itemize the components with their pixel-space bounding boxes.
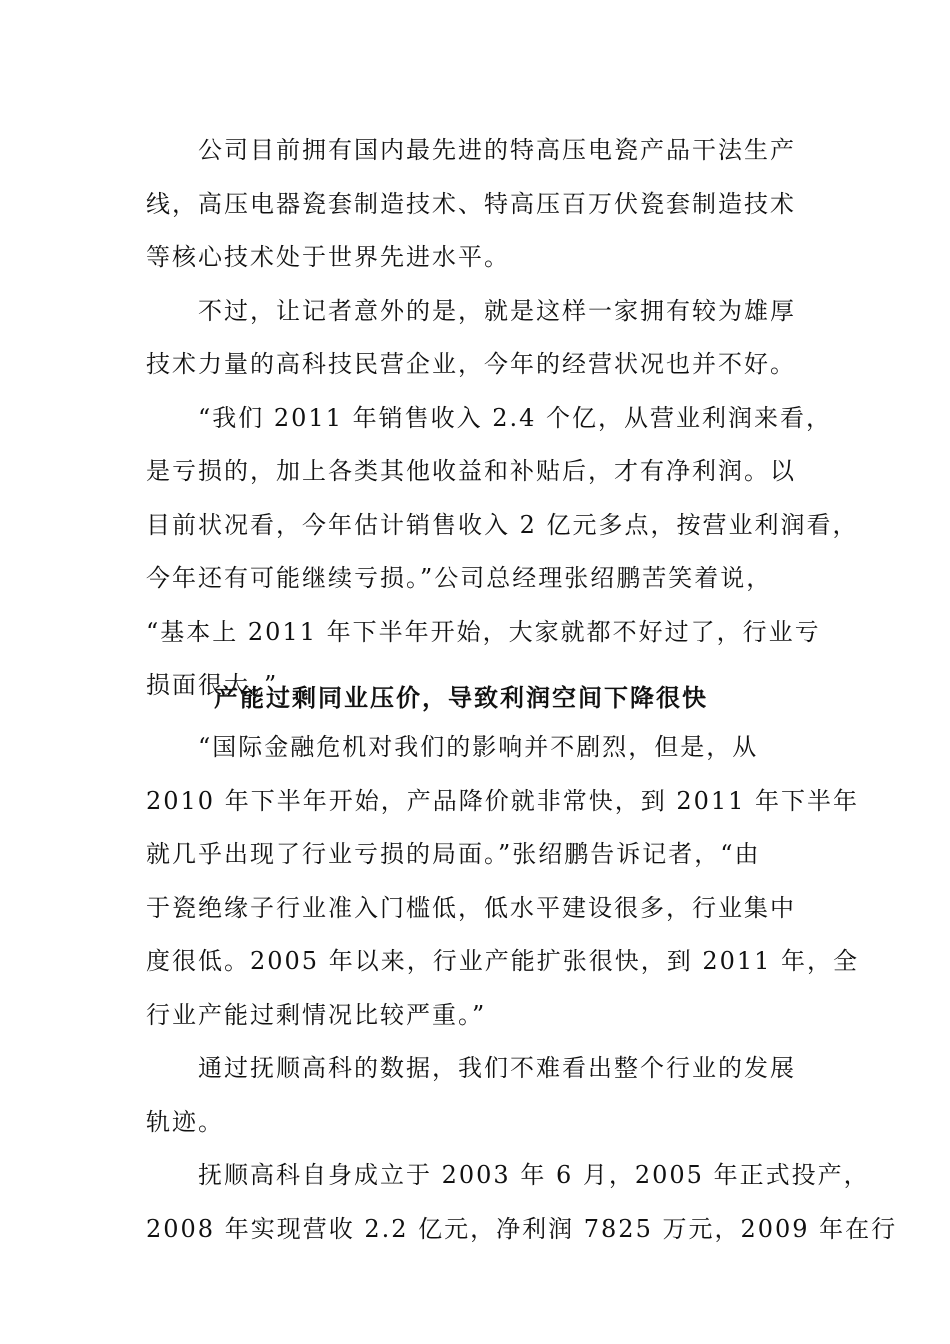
text-line: “国际金融危机对我们的影响并不剧烈，但是，从 (146, 733, 759, 761)
text-line: 是亏损的，加上各类其他收益和补贴后，才有净利润。以 (146, 457, 796, 485)
text-line: 等核心技术处于世界先进水平。 (146, 243, 510, 271)
text-line: 就几乎出现了行业亏损的局面。”张绍鹏告诉记者，“由 (146, 840, 761, 868)
text-line: 轨迹。 (146, 1107, 224, 1136)
text-line: 抚顺高科自身成立于 2003 年 6 月，2005 年正式投产， (146, 1161, 870, 1189)
text-line: 今年还有可能继续亏损。”公司总经理张绍鹏苦笑着说， (146, 564, 773, 592)
text-line: 目前状况看，今年估计销售收入 2 亿元多点，按营业利润看， (146, 510, 859, 539)
text-line: 度很低。2005 年以来，行业产能扩张很快，到 2011 年，全 (146, 947, 860, 975)
text-line: 于瓷绝缘子行业准入门槛低，低水平建设很多，行业集中 (146, 893, 796, 922)
text-line: 通过抚顺高科的数据，我们不难看出整个行业的发展 (146, 1054, 796, 1082)
text-line: 不过，让记者意外的是，就是这样一家拥有较为雄厚 (146, 296, 796, 325)
body-text-lower (146, 721, 898, 1256)
text-line: 技术力量的高科技民营企业，今年的经营状况也并不好。 (146, 350, 796, 378)
text-line: “基本上 2011 年下半年开始，大家就都不好过了，行业亏 (146, 617, 821, 646)
text-line: 2008 年实现营收 2.2 亿元，净利润 7825 万元，2009 年在行 (146, 1214, 898, 1243)
text-line: 线，高压电器瓷套制造技术、特高压百万伏瓷套制造技术 (146, 189, 796, 218)
text-line: “我们 2011 年销售收入 2.4 个亿，从营业利润来看， (146, 403, 833, 432)
text-line: 2010 年下半年开始，产品降价就非常快，到 2011 年下半年 (146, 786, 860, 815)
text-line: 公司目前拥有国内最先进的特高压电瓷产品干法生产 (146, 136, 796, 164)
text-line: 损面很大。” (146, 671, 279, 699)
section-heading: 产能过剩同业压价，导致利润空间下降很快 (214, 684, 708, 712)
body-text-upper (146, 124, 859, 713)
text-line: 行业产能过剩情况比较严重。” (146, 1000, 487, 1029)
